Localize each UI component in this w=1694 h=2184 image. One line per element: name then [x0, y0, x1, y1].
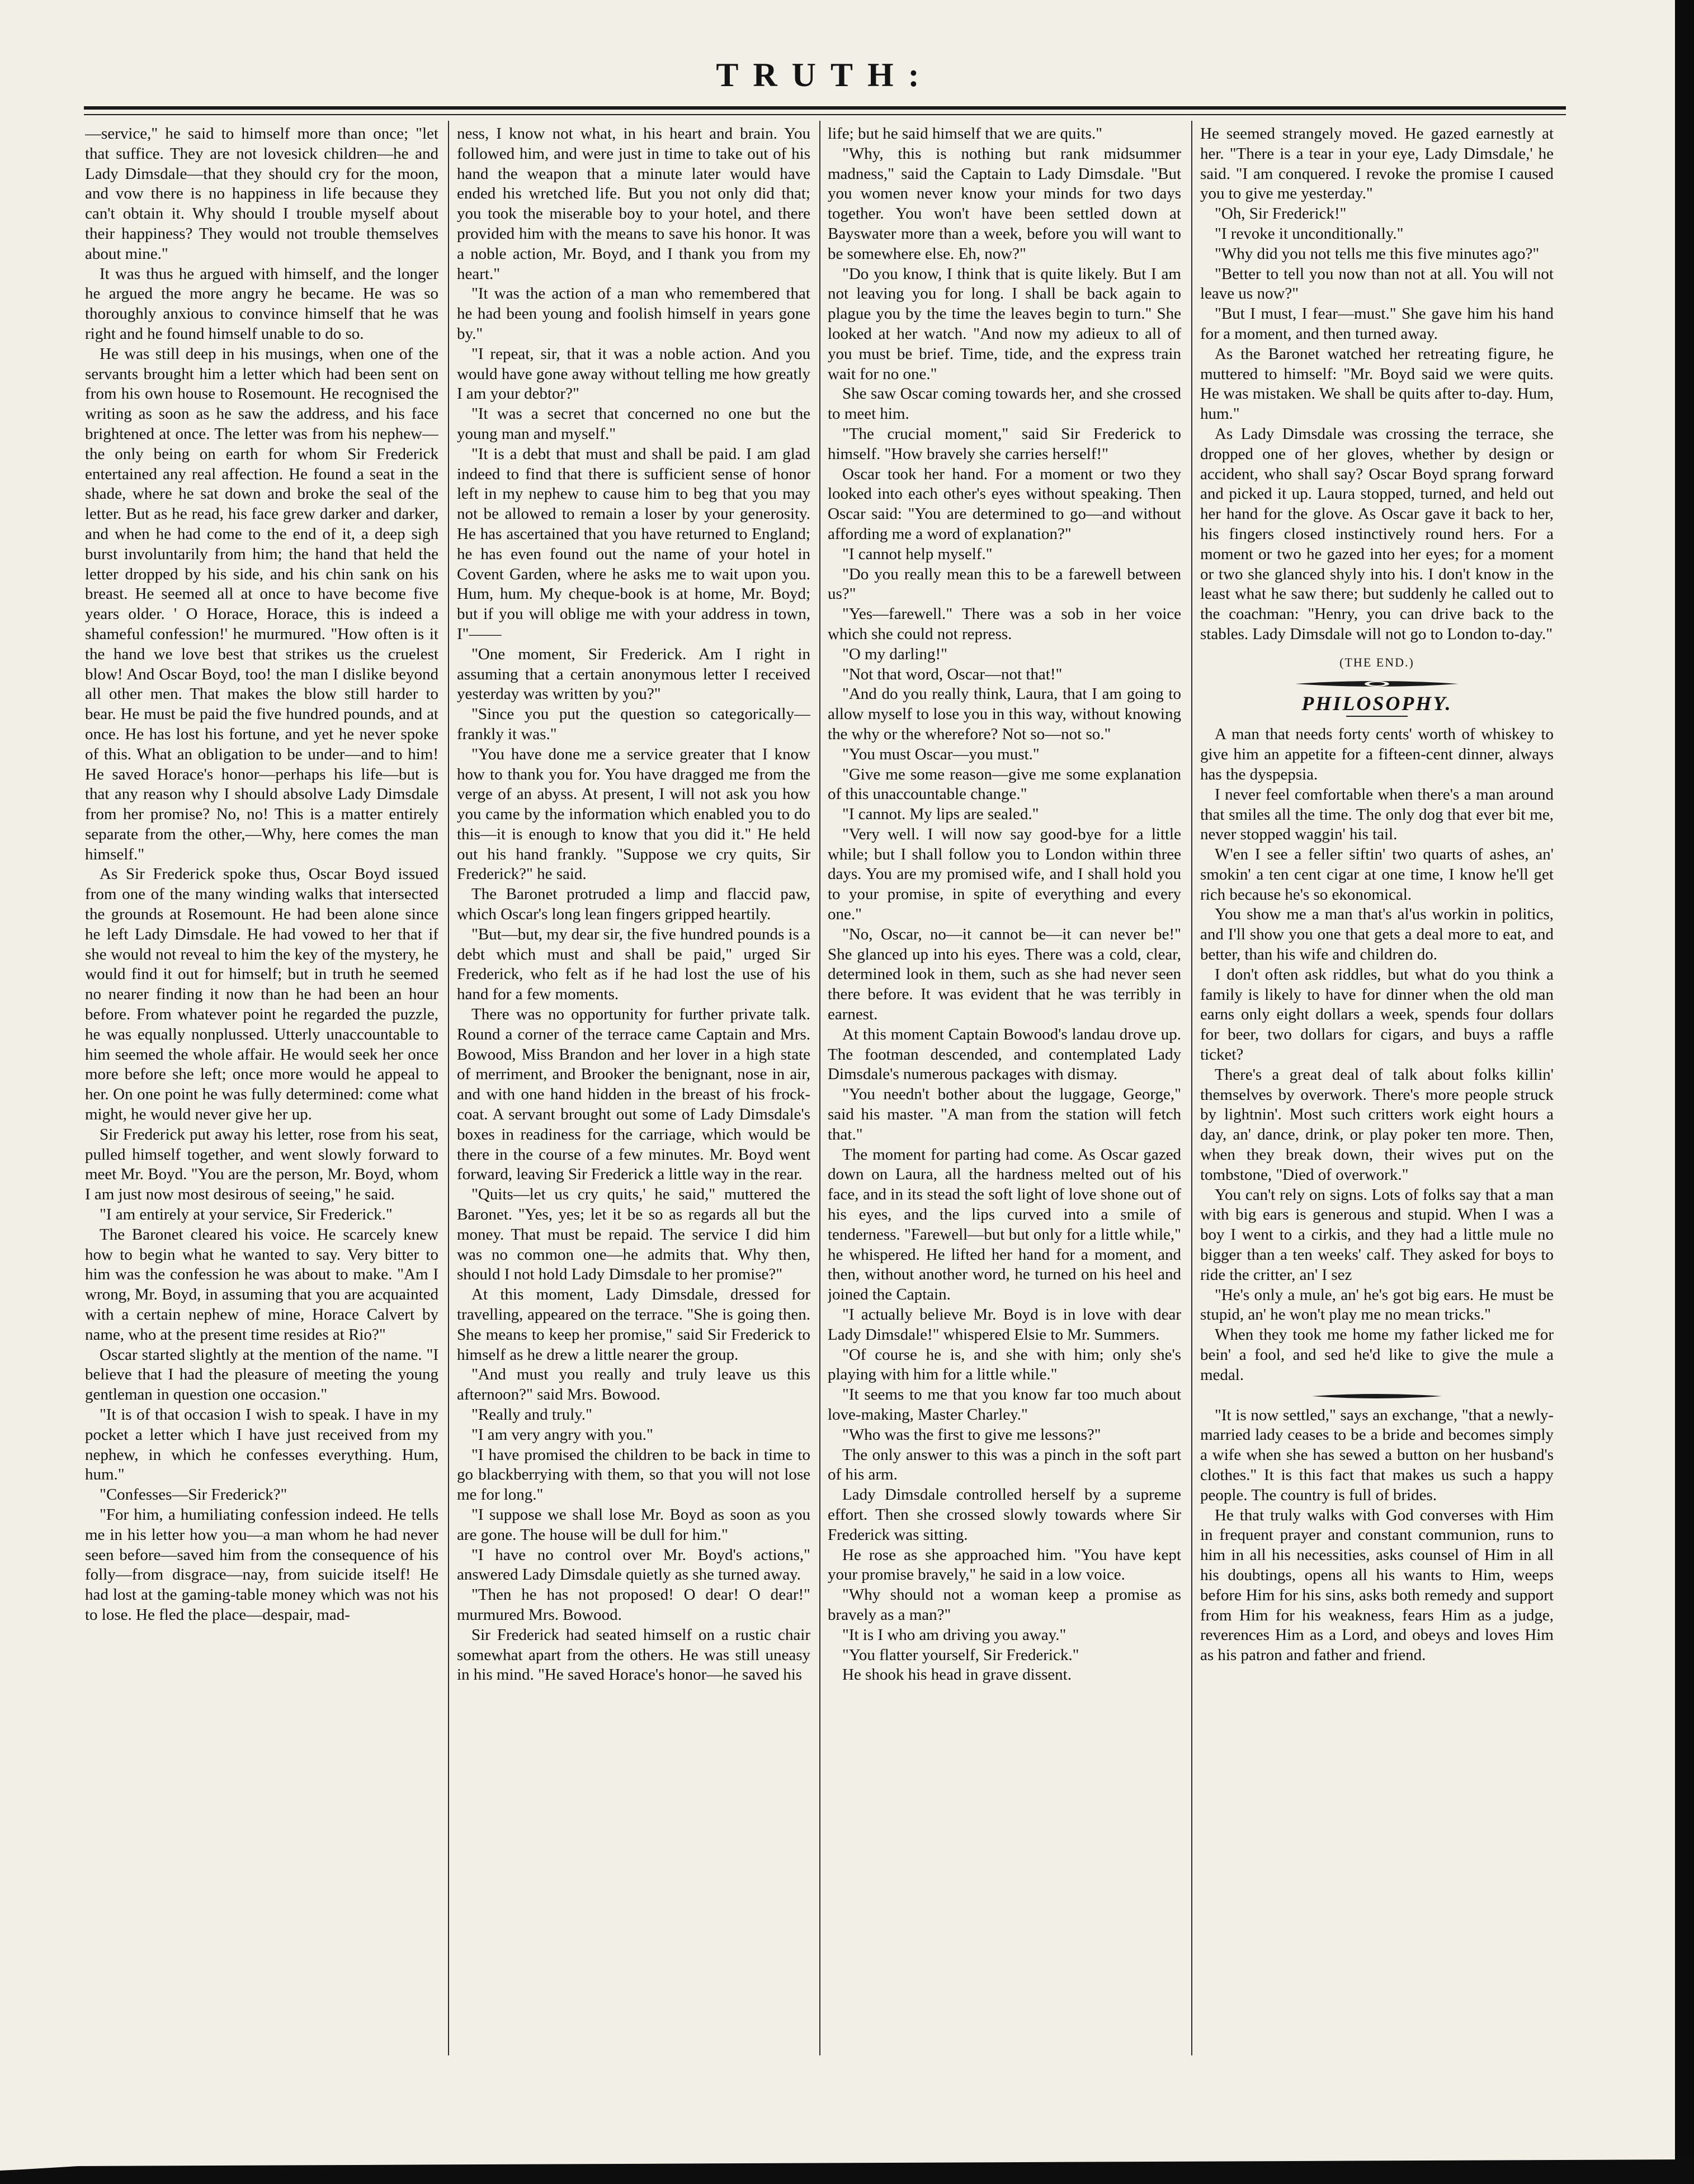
paragraph: "You flatter yourself, Sir Frederick."	[842, 1646, 1079, 1664]
paragraph: "O my darling!"	[842, 645, 947, 663]
paragraph: life; but he said himself that we are quits."	[828, 125, 1103, 143]
scan-black-edge	[1675, 0, 1694, 2184]
paragraph: "I cannot. My lips are sealed."	[842, 805, 1039, 824]
paragraph: "And do you really think, Laura, that I am going to allow myself to lose you in this way, without knowing the why or the wherefore? Not so—not so."	[828, 685, 1181, 743]
paragraph: Lady Dimsdale controlled herself by a supreme effort. Then she crossed slowly towards where Sir Frederick was sitting.	[828, 1486, 1181, 1544]
paragraph: "I repeat, sir, that it was a noble action. And you would have gone away without telling me how greatly I am your debtor?"	[457, 344, 810, 403]
paragraph: At this moment, Lady Dimsdale, dressed for travelling, appeared on the terrace. "She is going then. She means to keep her promise," said Sir Frederick to himself as he drew a little nearer the group.	[457, 1285, 810, 1364]
column-divider	[819, 121, 820, 2055]
paragraph: "Why did you not tells me this five minutes ago?"	[1215, 244, 1540, 263]
paragraph: The only answer to this was a pinch in the soft part of his arm.	[828, 1445, 1181, 1484]
paragraph: "For him, a humiliating confession indeed. He tells me in his letter how you—a man whom he had never seen before—saved him from the consequence of his folly—from disgrace—nay, from suicide itself! He had lost at the gaming-table money which was not his to lose. He fled the place—despair, mad-	[85, 1505, 438, 1624]
paragraph: The Baronet cleared his voice. He scarcely knew how to begin what he wanted to say. Very bitter to him was the confession he was about to make. "Am I wrong, Mr. Boyd, in assuming that you are acquainted with a certain nephew of mine, Horace Calvert by name, who at the present time resides at Rio?"	[85, 1225, 438, 1344]
paragraph: "Really and truly."	[471, 1406, 592, 1424]
paragraph: "Since you put the question so categorically—frankly it was."	[457, 705, 810, 743]
paragraph: "I have no control over Mr. Boyd's actions," answered Lady Dimsdale quietly as she turned away.	[457, 1545, 810, 1584]
paragraph: "Yes—farewell." There was a sob in her voice which she could not repress.	[828, 605, 1181, 643]
column-divider	[1191, 121, 1192, 2055]
column-3	[828, 124, 1181, 2048]
paragraph: "And must you really and truly leave us this afternoon?" said Mrs. Bowood.	[457, 1365, 810, 1404]
paragraph: He seemed strangely moved. He gazed earnestly at her. "There is a tear in your eye, Lady Dimsdale,' he said. "I am conquered. I revoke the promise I caused you to give me yesterday."	[1200, 125, 1554, 203]
column-divider	[448, 121, 449, 2055]
paragraph: "Give me some reason—give me some explanation of this unaccountable change."	[828, 765, 1181, 803]
paragraph: "Better to tell you now than not at all. You will not leave us now?"	[1200, 264, 1554, 303]
paragraph: Sir Frederick had seated himself on a rustic chair somewhat apart from the others. He was still uneasy in his mind. "He saved Horace's honor—he saved his	[457, 1625, 810, 1684]
paragraph: "I have promised the children to be back in time to go blackberrying with them, so that you will not lose me for long."	[457, 1445, 810, 1504]
paragraph: ness, I know not what, in his heart and brain. You followed him, and were just in time to take out of his hand the weapon that a minute later would have ended his wretched life. But you not only did that; you took the miserable boy to your hotel, and there provided him with the means to save his honor. It was a noble action, Mr. Boyd, and I thank you from my heart."	[457, 125, 810, 283]
paragraph: "But I must, I fear—must." She gave him his hand for a moment, and then turned away.	[1200, 305, 1554, 343]
paragraph: A man that needs forty cents' worth of whiskey to give him an appetite for a fifteen-cent dinner, always has the dyspepsia.	[1200, 725, 1554, 783]
paragraph: There was no opportunity for further private talk. Round a corner of the terrace came Captain and Mrs. Bowood, Miss Brandon and her lover in a high state of merriment, and Brooker the benignant, nose in air, and with one hand hidden in the breast of his frock-coat. A servant brought out some of Lady Dimsdale's boxes in readiness for the carriage, which would be there in the course of a few minutes. Mr. Boyd went forward, leaving Sir Frederick a little way in the rear.	[457, 1005, 810, 1184]
paragraph: "No, Oscar, no—it cannot be—it can never be!" She glanced up into his eyes. There was a cold, clear, determined look in them, such as she had never seen there before. It was evident that he was terribly in earnest.	[828, 925, 1181, 1024]
paragraph: He rose as she approached him. "You have kept your promise bravely," he said in a low voice.	[828, 1545, 1181, 1584]
paragraph: There's a great deal of talk about folks killin' themselves by overwork. There's more people struck by lightnin'. Most such critters work eight hours a day, an' dance, drink, or play poker ten more. Then, when they break down, their wives put on the tombstone, "Died of overwork."	[1200, 1065, 1554, 1184]
paragraph: "Why should not a woman keep a promise as bravely as a man?"	[828, 1586, 1181, 1624]
paragraph: "Then he has not proposed! O dear! O dear!" murmured Mrs. Bowood.	[457, 1586, 810, 1624]
paragraph: The Baronet protruded a limp and flaccid paw, which Oscar's long lean fingers gripped heartily.	[457, 885, 810, 924]
paragraph: "Do you really mean this to be a farewell between us?"	[828, 565, 1181, 603]
paragraph: As the Baronet watched her retreating figure, he muttered to himself: "Mr. Boyd said we were quits. He was mistaken. We shall be quits after to-day. Hum, hum."	[1200, 344, 1554, 423]
paragraph: "But—but, my dear sir, the five hundred pounds is a debt which must and shall be paid," urged Sir Frederick, who felt as if he had lost the use of his hand for a few moments.	[457, 925, 810, 1004]
paragraph: "I actually believe Mr. Boyd is in love with dear Lady Dimsdale!" whispered Elsie to Mr. Summers.	[828, 1306, 1181, 1344]
paragraph: "It is of that occasion I wish to speak. I have in my pocket a letter which I have just received from my nephew, in which he confesses everything. Hum, hum."	[85, 1406, 438, 1484]
paragraph: "Very well. I will now say good-bye for a little while; but I shall follow you to London within three days. You are my promised wife, and I shall hold you to your promise, in spite of everything and every one."	[828, 825, 1181, 924]
paragraph: "You must Oscar—you must."	[842, 745, 1040, 763]
paragraph: "Quits—let us cry quits,' he said," muttered the Baronet. "Yes, yes; let it be so as regards all but the money. That must be repaid. The service I did him was no common one—he admits that. Why then, should I not hold Lady Dimsdale to her promise?"	[457, 1185, 810, 1284]
paragraph: When they took me home my father licked me for bein' a fool, and sed he'd like to give the mule a medal.	[1200, 1326, 1554, 1384]
section-heading-philosophy: PHILOSOPHY.	[1301, 692, 1452, 715]
masthead-rule-thick	[84, 106, 1566, 110]
paragraph: "Oh, Sir Frederick!"	[1215, 205, 1347, 223]
paragraph: "Confesses—Sir Frederick?"	[100, 1486, 287, 1504]
page-bottom-edge	[0, 2154, 1694, 2184]
paragraph: Oscar started slightly at the mention of the name. "I believe that I had the pleasure of meeting the young gentleman in question one occasion."	[85, 1345, 438, 1404]
paragraph: "You have done me a service greater that I know how to thank you for. You have dragged me from the verge of an abyss. At present, I will not ask you how you came by the information which enabled you to do this—it is enough to know that you did it." He held out his hand frankly. "Suppose we cry quits, Sir Frederick?" he said.	[457, 745, 810, 883]
paragraph: "I am entirely at your service, Sir Frederick."	[100, 1206, 393, 1224]
ornamental-rule-icon	[1293, 679, 1461, 688]
paragraph: The moment for parting had come. As Oscar gazed down on Laura, all the hardness melted out of his face, and in its stead the soft light of love shone out of his eyes, and the lips curved into a smile of tenderness. "Farewell—but but only for a little while," he whispered. He lifted her hand for a moment, and then, without another word, he turned on his heel and joined the Captain.	[828, 1145, 1181, 1304]
paragraph: "Why, this is nothing but rank midsummer madness," said the Captain to Lady Dimsdale. "But you women never know your minds for two days together. You won't have been settled down at Bayswater more than a week, before you will want to be somewhere else. Eh, now?"	[828, 144, 1181, 263]
paragraph: "It seems to me that you know far too much about love-making, Master Charley."	[828, 1386, 1181, 1424]
paragraph: "It is a debt that must and shall be paid. I am glad indeed to find that there is sufficient sense of honor left in my nephew to cause him to beg that you may not be allowed to remain a loser by your generosity. He has ascertained that you have returned to England; he has even found out the name of your hotel in Covent Garden, where he asks me to wait upon you. Hum, hum. My cheque-book is at home, Mr. Boyd; but if you will oblige me with your address in town, I"——	[457, 445, 810, 643]
paragraph: "Not that word, Oscar—not that!"	[842, 665, 1063, 683]
column-2	[457, 124, 810, 2048]
paragraph: "I revoke it unconditionally."	[1215, 224, 1404, 243]
paragraph: "I am very angry with you."	[471, 1425, 653, 1444]
paragraph: At this moment Captain Bowood's landau drove up. The footman descended, and contemplated Lady Dimsdale's numerous packages with dismay.	[828, 1025, 1181, 1084]
paragraph: He was still deep in his musings, when one of the servants brought him a letter which had been sent on from his own house to Rosemount. He recognised the writing as soon as he saw the address, and his face brightened at once. The letter was from his nephew—the only being on earth for whom Sir Frederick entertained any real affection. He found a seat in the shade, where he sat down and broke the seal of the letter. But as he read, his face grew darker and darker, and when he had come to the end of it, a deep sigh burst involuntarily from him; the hand that held the letter dropped by his side, and his chin sank on his breast. He seemed all at once to have become five years older. ' O Horace, Horace, this is indeed a shameful confession!' he murmured. "How often is it the hand we love best that strikes us the cruelest blow! And Oscar Boyd, too! the man I dislike beyond all other men. That makes the blow still harder to bear. He must be paid the five hundred pounds, and at once. He has lost his fortune, and yet he never spoke of this. What an obligation to be under—and to him! He saved Horace's honor—perhaps his life—but is that any reason why I should absolve Lady Dimsdale from her promise? No, no! This is a matter entirely separate from the other,—Why, here comes the man himself."	[85, 344, 438, 863]
paragraph: —service," he said to himself more than once; "let that suffice. They are not lovesick children—he and Lady Dimsdale—that they should cry for the moon, and vow there is no happiness in life because they can't obtain it. Why should I trouble myself about their happiness? They would not trouble themselves about mine."	[85, 125, 438, 263]
the-end-label: (THE END.)	[1339, 655, 1414, 669]
paragraph: W'en I see a feller siftin' two quarts of ashes, an' smokin' a ten cent cigar at one time, I know he'll get rich because he's so ekonomical.	[1200, 845, 1554, 904]
paragraph: You show me a man that's al'us workin in politics, and I'll show you one that gets a deal more to eat, and better, than his wife and children do.	[1200, 905, 1554, 964]
paragraph: I never feel comfortable when there's a man around that smiles all the time. The only dog that ever bit me, never stopped waggin' his tail.	[1200, 785, 1554, 844]
paragraph: "Do you know, I think that is quite likely. But I am not leaving you for long. I shall be back again to plague you by the time the leaves begin to turn." She looked at her watch. "And now my adieux to all of you must be brief. Time, tide, and the express train wait for no one."	[828, 264, 1181, 383]
paragraph: "He's only a mule, an' he's got big ears. He must be stupid, an' he won't play me no mean tricks."	[1200, 1285, 1554, 1324]
paragraph: As Sir Frederick spoke thus, Oscar Boyd issued from one of the many winding walks that intersected the grounds at Rosemount. He had been alone since he left Lady Dimsdale. He had vowed to her that if she would not reveal to him the key of the mystery, he would find it out for himself; but in truth he seemed no nearer finding it now than he had been an hour before. From whatever point he regarded the puzzle, he was equally nonplussed. Utterly unaccountable to him seemed the whole affair. He would seek her once more before she left; once more would he appeal to her. On one point he was fully determined: come what might, he would never give her up.	[85, 865, 438, 1124]
paragraph: Sir Frederick put away his letter, rose from his seat, pulled himself together, and went slowly forward to meet Mr. Boyd. "You are the person, Mr. Boyd, whom I am just now most desirous of seeing," he said.	[85, 1125, 438, 1204]
paragraph: Oscar took her hand. For a moment or two they looked into each other's eyes without speaking. Then Oscar said: "You are determined to go—and without affording me a word of explanation?"	[828, 465, 1181, 543]
masthead-rule-thin	[84, 114, 1566, 115]
paragraph: "It was a secret that concerned no one but the young man and myself."	[457, 405, 810, 443]
paragraph: "The crucial moment," said Sir Frederick to himself. "How bravely she carries herself!"	[828, 424, 1181, 463]
column-4	[1200, 124, 1554, 2048]
paragraph: He shook his head in grave dissent.	[842, 1666, 1072, 1684]
paragraph: "It is I who am driving you away."	[842, 1625, 1067, 1644]
paragraph: She saw Oscar coming towards her, and she crossed to meet him.	[828, 385, 1181, 423]
paragraph: "Of course he is, and she with him; only she's playing with him for a little while."	[828, 1345, 1181, 1384]
ornamental-rule-icon	[1310, 1392, 1444, 1400]
paragraph: "I suppose we shall lose Mr. Boyd as soon as you are gone. The house will be dull for him."	[457, 1505, 810, 1544]
paragraph: "It is now settled," says an exchange, "that a newly-married lady ceases to be a bride and becomes simply a wife when she has sewed a button on her husband's clothes." It is this fact that makes us such a happy people. The country is full of brides.	[1200, 1406, 1554, 1504]
paragraph: It was thus he argued with himself, and the longer he argued the more angry he became. He was so thoroughly anxious to convince himself that he was right and he found himself unable to do so.	[85, 264, 438, 343]
paragraph: "One moment, Sir Frederick. Am I right in assuming that a certain anonymous letter I received yesterday was written by you?"	[457, 645, 810, 703]
heading-underline	[1346, 716, 1408, 717]
paragraph: "Who was the first to give me lessons?"	[842, 1425, 1101, 1444]
paragraph: You can't rely on signs. Lots of folks say that a man with big ears is generous and stupid. When I was a boy I went to a cirkis, and they had a little mule no bigger than a ten weeks' calf. They asked for boys to ride the critter, an' I sez	[1200, 1185, 1554, 1284]
column-1	[85, 124, 438, 2048]
paragraph: As Lady Dimsdale was crossing the terrace, she dropped one of her gloves, whether by design or accident, who shall say? Oscar Boyd sprang forward and picked it up. Laura stopped, turned, and held out her hand for the glove. As Oscar gave it back to her, his fingers closed instinctively round hers. For a moment or two he gazed into her eyes; for a moment or two she glanced shyly into his. I don't know in the least what he saw there; but suddenly he called out to the coachman: "Henry, you can drive back to the stables. Lady Dimsdale will not go to London to-day."	[1200, 424, 1554, 643]
paragraph: "It was the action of a man who remembered that he had been young and foolish himself in years gone by."	[457, 285, 810, 343]
paragraph: "I cannot help myself."	[842, 545, 993, 563]
paragraph: "You needn't bother about the luggage, George," said his master. "A man from the station will fetch that."	[828, 1085, 1181, 1143]
paragraph: He that truly walks with God converses with Him in frequent prayer and constant communion, runs to him in all his necessities, asks counsel of Him in all his doubtings, opens all his wants to Him, weeps before Him for his sins, asks both remedy and support from Him for his weakness, fears Him as a judge, reverences Him as a Lord, and obeys and loves Him as his patron and father and friend.	[1200, 1506, 1554, 1665]
paragraph: I don't often ask riddles, but what do you think a family is likely to have for dinner when the old man earns only eight dollars a week, spends four dollars for beer, two dollars for cigars, and buys a raffle ticket?	[1200, 965, 1554, 1064]
masthead-title: TRUTH:	[716, 56, 934, 93]
